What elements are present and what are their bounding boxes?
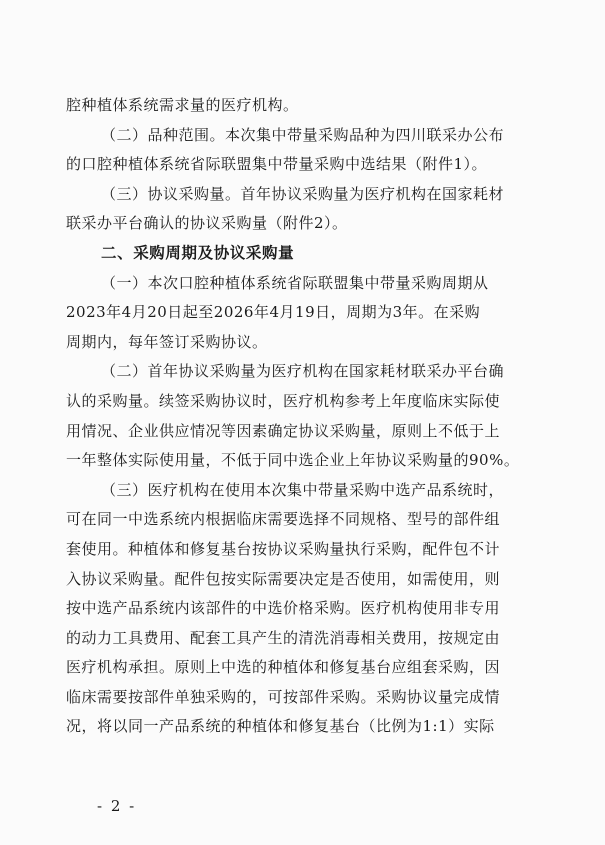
paragraph-line: （三）医疗机构在使用本次集中带量采购中选产品系统时，: [101, 480, 505, 499]
paragraph-line: 入协议采购量。配件包按实际需要决定是否使用，如需使用，则: [66, 569, 501, 588]
paragraph-line: （二）品种范围。本次集中带量采购品种为四川联采办公布: [101, 125, 505, 144]
paragraph-line: 2023年4月20日起至2026年4月19日，周期为3年。在采购: [66, 303, 481, 322]
page-number: - 2 -: [97, 797, 137, 815]
paragraph-line: 认的采购量。续签采购协议时，医疗机构参考上年度临床实际使: [66, 391, 501, 410]
paragraph-line: 用情况、企业供应情况等因素确定协议采购量，原则上不低于上: [66, 421, 501, 440]
paragraph-line: 况，将以同一产品系统的种植体和修复基台（比例为1:1）实际: [66, 717, 495, 736]
section-heading: 二、采购周期及协议采购量: [101, 243, 295, 262]
paragraph-line: 的动力工具费用、配套工具产生的清洗消毒相关费用，按规定由: [66, 628, 501, 647]
paragraph-line: 联采办平台确认的协议采购量（附件2）。: [66, 214, 348, 233]
paragraph-line: 套使用。种植体和修复基台按协议采购量执行采购，配件包不计: [66, 539, 501, 558]
paragraph-line: （一）本次口腔种植体系统省际联盟集中带量采购周期从: [101, 273, 489, 292]
paragraph-line: 可在同一中选系统内根据临床需要选择不同规格、型号的部件组: [66, 510, 501, 529]
paragraph-line: 一年整体实际使用量，不低于同中选企业上年协议采购量的90%。: [66, 451, 520, 470]
paragraph-line: 临床需要按部件单独采购的，可按部件采购。采购协议量完成情: [66, 687, 501, 706]
paragraph-line: 腔种植体系统需求量的医疗机构。: [66, 96, 299, 114]
paragraph-line: 医疗机构承担。原则上中选的种植体和修复基台应组套采购，因: [66, 658, 501, 677]
paragraph-line: 周期内，每年签订采购协议。: [66, 332, 268, 351]
paragraph-line: 按中选产品系统内该部件的中选价格采购。医疗机构使用非专用: [66, 599, 501, 618]
document-body: [66, 91, 546, 742]
paragraph-line: 的口腔种植体系统省际联盟集中带量采购中选结果（附件1）。: [66, 155, 488, 174]
paragraph-line: （三）协议采购量。首年协议采购量为医疗机构在国家耗材: [101, 184, 505, 203]
paragraph-line: （二）首年协议采购量为医疗机构在国家耗材联采办平台确: [101, 362, 505, 381]
